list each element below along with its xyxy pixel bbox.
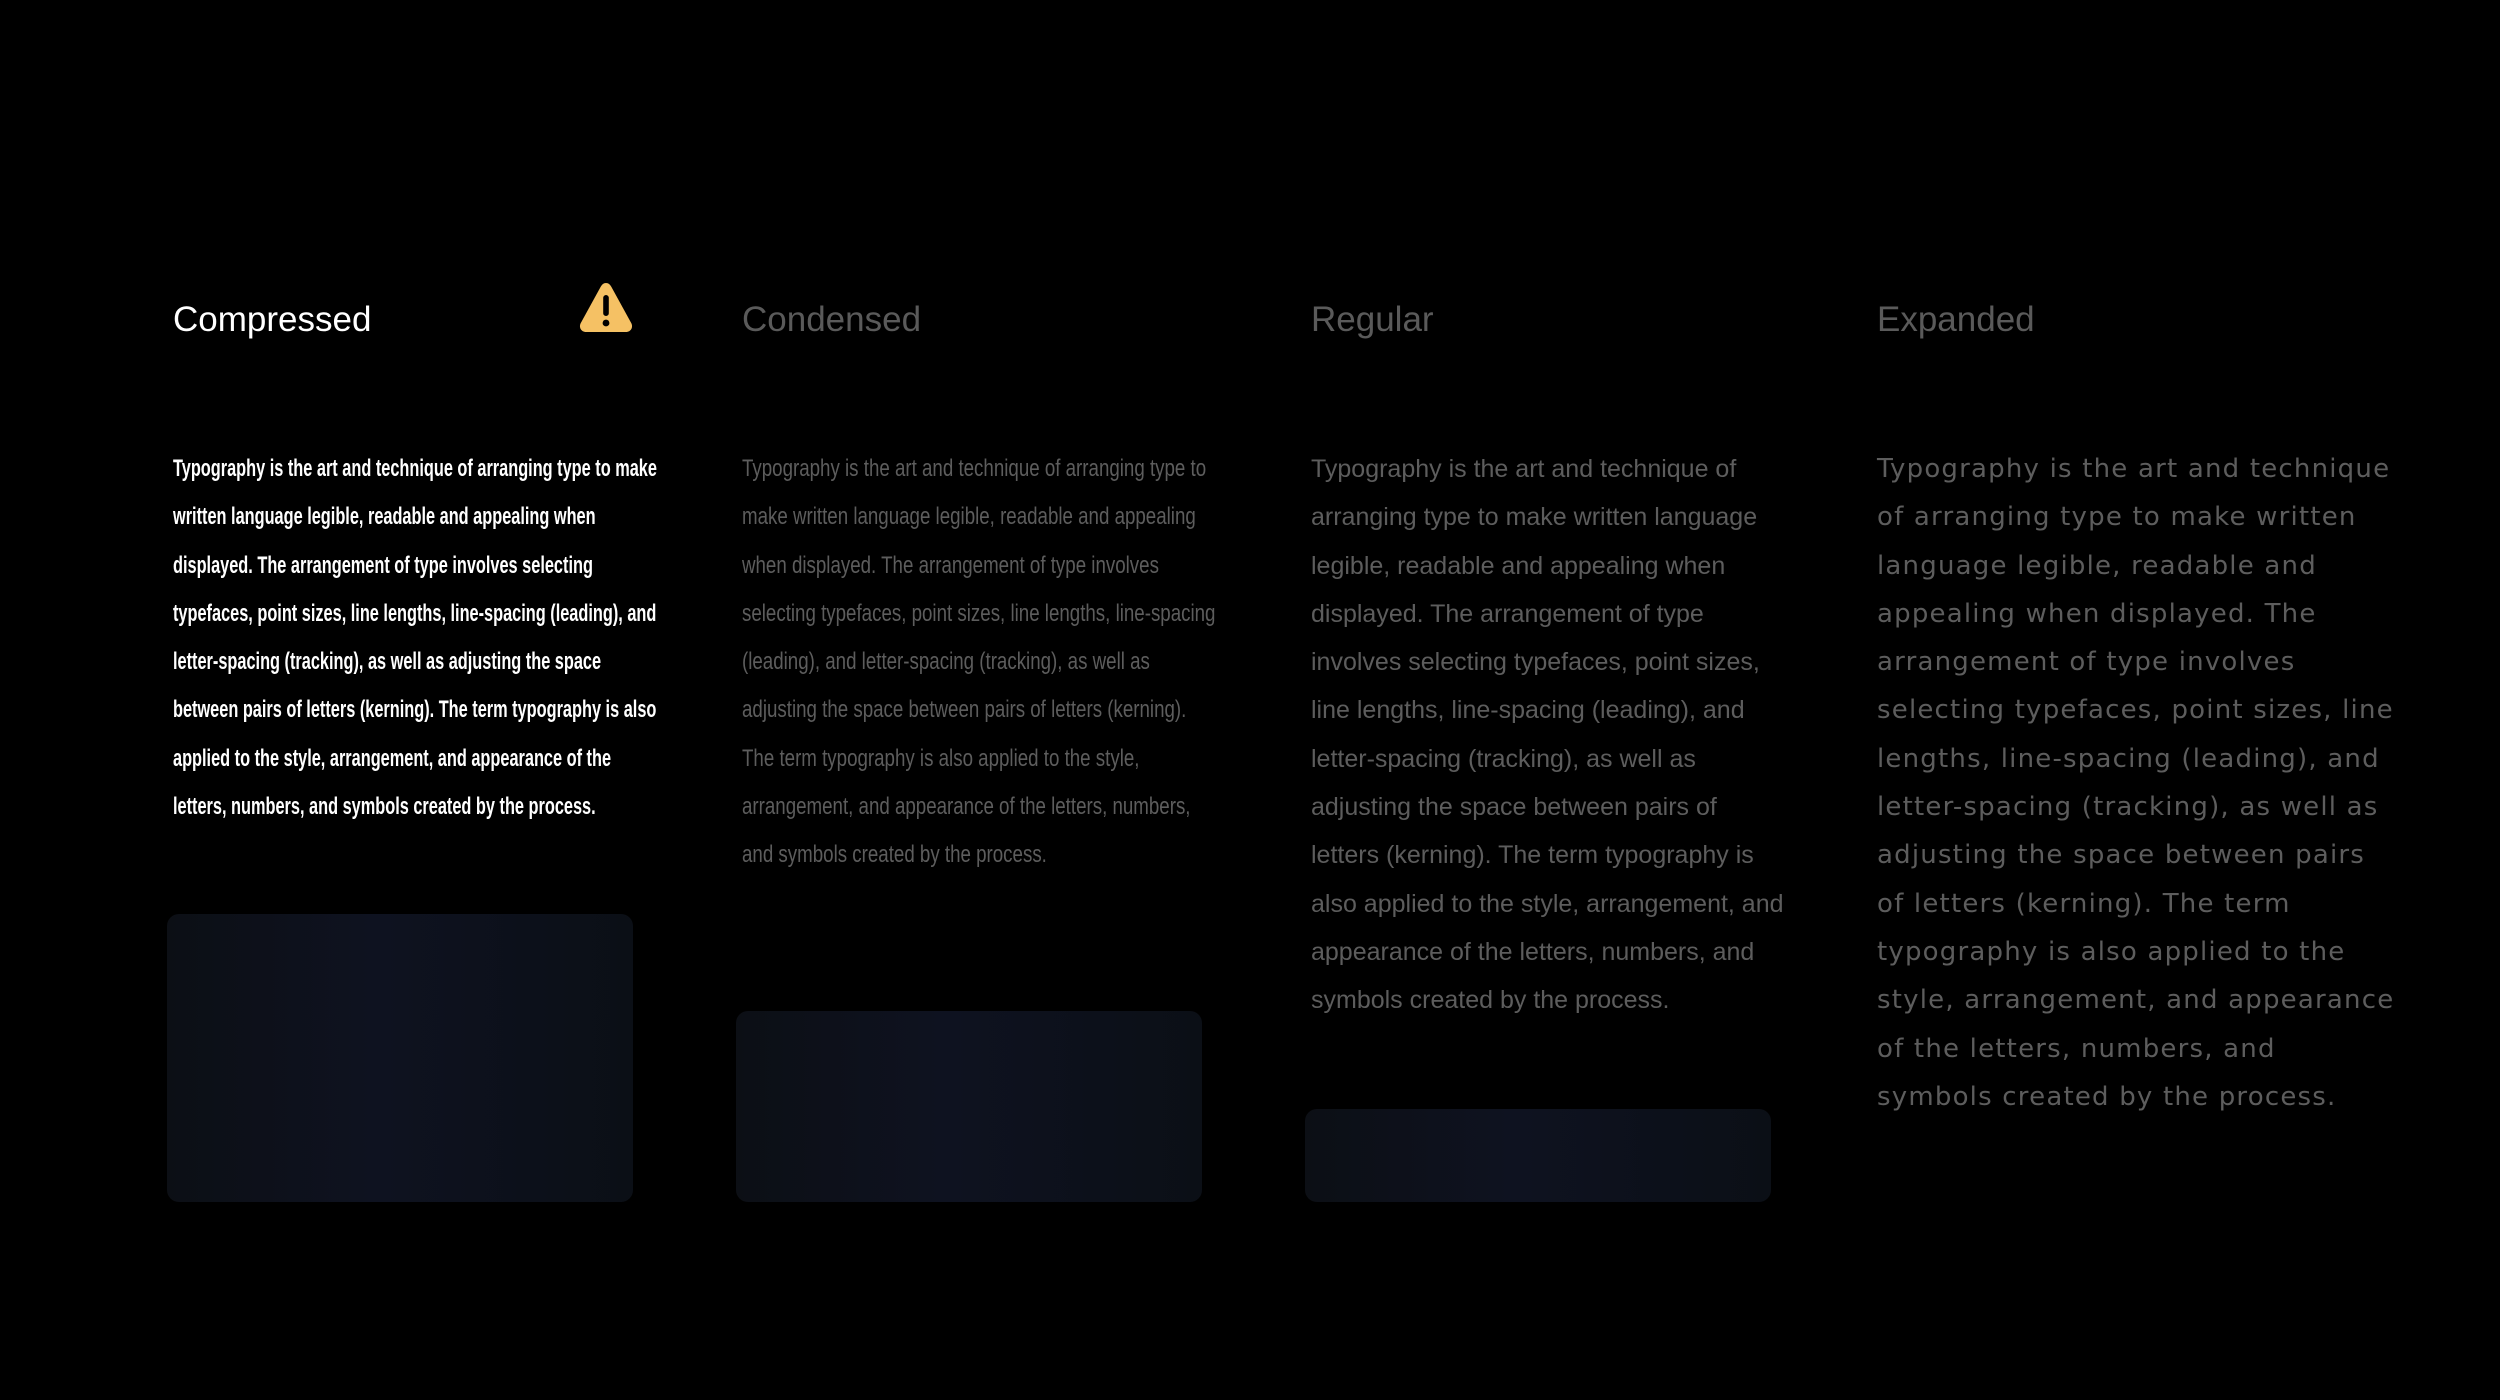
- column-body-expanded: Typography is the art and technique of arranging type to make written language legible, readable and appealing when displayed. The arrangement of type involves selecting typefaces, point sizes, line lengths, line-spacing (leading), and letter-spacing (tracking), as well as adjusting the space between pairs of letters (kerning). The term typography is also applied to the style, arrangement, and appearance of the letters, numbers, and symbols created by the process.: [1877, 454, 2395, 1112]
- preview-panel-condensed: [736, 1011, 1202, 1202]
- preview-panel-regular: [1305, 1109, 1771, 1202]
- preview-panel-compressed: [167, 914, 633, 1202]
- column-title-expanded: Expanded: [1877, 300, 2035, 339]
- column-body-regular: Typography is the art and technique of arranging type to make written language legible, readable and appealing when displayed. The arrangement of type involves selecting typefaces, point sizes, line lengths, line-spacing (leading), and letter-spacing (tracking), as well as adjusting the space between pairs of letters (kerning). The term typography is also applied to the style, arrangement, and appearance of the letters, numbers, and symbols created by the process.: [1311, 455, 1784, 1015]
- column-title-compressed: Compressed: [173, 300, 372, 339]
- column-body-condensed: Typography is the art and technique of arranging type to make written language legible, readable and appealing when displayed. The arrangement of type involves selecting typefaces, point sizes, line lengths, line-spacing (leading), and letter-spacing (tracking), as well as adjusting the space between pairs of letters (kerning). The term typography is also applied to the style, arrangement, and appearance of the letters, numbers, and symbols created by the process.: [742, 455, 1216, 869]
- column-body-compressed: Typography is the art and technique of arranging type to make written language legible, readable and appealing when displayed. The arrangement of type involves selecting typefaces, point sizes, line lengths, line-spacing (leading), and letter-spacing (tracking), as well as adjusting the space between pairs of letters (kerning). The term typography is also applied to the style, arrangement, and appearance of the letters, numbers, and symbols created by the process.: [173, 455, 657, 821]
- column-title-condensed: Condensed: [742, 300, 922, 339]
- column-title-regular: Regular: [1311, 300, 1434, 339]
- warning-icon: [578, 280, 634, 336]
